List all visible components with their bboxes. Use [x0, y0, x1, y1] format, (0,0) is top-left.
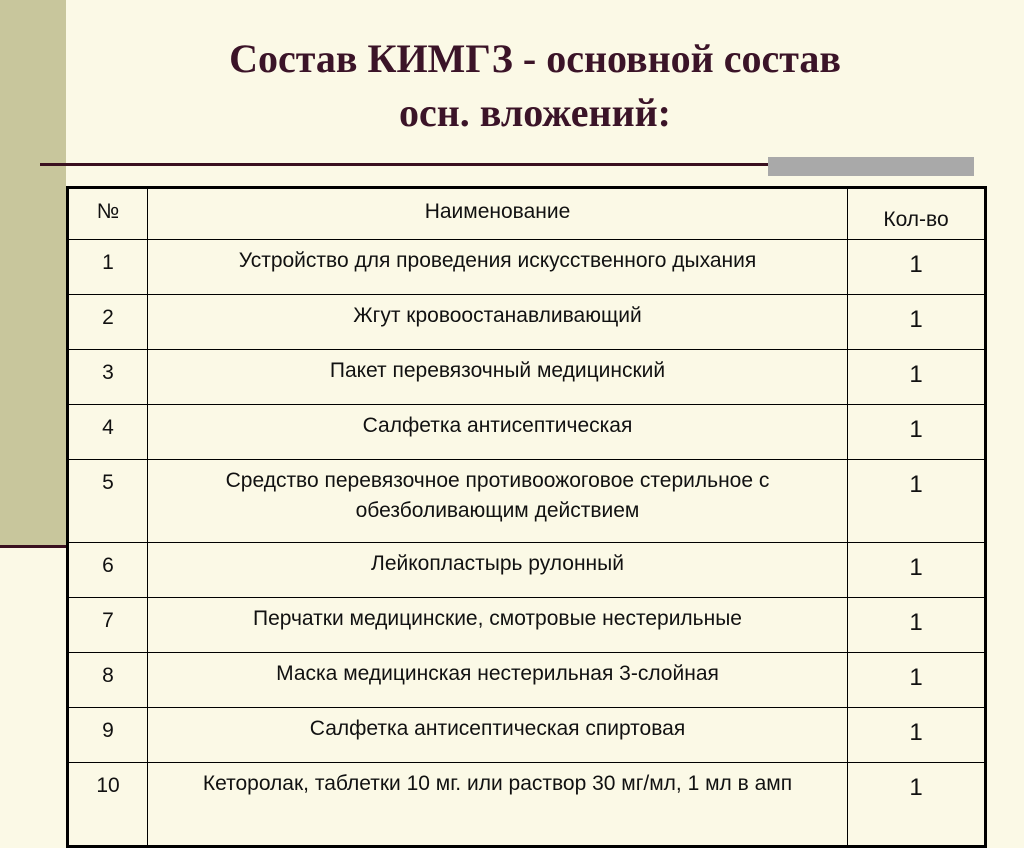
- column-header-name: Наименование: [148, 188, 848, 240]
- side-decor-band: [0, 0, 66, 548]
- row-item-name: Перчатки медицинские, смотровые нестерильные: [148, 598, 848, 653]
- row-quantity: 1: [848, 350, 986, 405]
- row-number: 2: [68, 295, 148, 350]
- row-number: 5: [68, 460, 148, 543]
- row-quantity: 1: [848, 763, 986, 847]
- row-item-name: Салфетка антисептическая: [148, 405, 848, 460]
- kit-contents-table: [66, 186, 987, 848]
- row-number: 10: [68, 763, 148, 847]
- column-header-number: №: [68, 188, 148, 240]
- table-row: [68, 405, 986, 460]
- row-item-name: Жгут кровоостанавливающий: [148, 295, 848, 350]
- row-number: 7: [68, 598, 148, 653]
- slide-title: [130, 32, 940, 140]
- row-item-name: Кеторолак, таблетки 10 мг. или раствор 30 мг/мл, 1 мл в амп: [148, 763, 848, 847]
- row-item-name: Салфетка антисептическая спиртовая: [148, 708, 848, 763]
- row-quantity: 1: [848, 543, 986, 598]
- table-row: [68, 653, 986, 708]
- table-row: [68, 708, 986, 763]
- row-item-name: Средство перевязочное противоожоговое стерильное с обезболивающим действием: [148, 460, 848, 543]
- side-decor-rule: [0, 545, 66, 548]
- table-row: [68, 543, 986, 598]
- table-row: [68, 763, 986, 847]
- title-divider-accent: [768, 157, 974, 176]
- slide-title-line-2: осн. вложений:: [398, 90, 671, 135]
- row-quantity: 1: [848, 240, 986, 295]
- row-quantity: 1: [848, 653, 986, 708]
- row-item-name: Устройство для проведения искусственного дыхания: [148, 240, 848, 295]
- row-item-name: Пакет перевязочный медицинский: [148, 350, 848, 405]
- row-number: 6: [68, 543, 148, 598]
- row-number: 8: [68, 653, 148, 708]
- row-number: 4: [68, 405, 148, 460]
- table-header-row: [68, 188, 986, 240]
- row-quantity: 1: [848, 598, 986, 653]
- row-item-name: Лейкопластырь рулонный: [148, 543, 848, 598]
- column-header-quantity: Кол-во: [848, 188, 986, 240]
- table-row: [68, 598, 986, 653]
- table-row: [68, 350, 986, 405]
- table-row: [68, 295, 986, 350]
- row-quantity: 1: [848, 460, 986, 543]
- row-number: 9: [68, 708, 148, 763]
- row-quantity: 1: [848, 405, 986, 460]
- row-quantity: 1: [848, 295, 986, 350]
- row-quantity: 1: [848, 708, 986, 763]
- row-number: 3: [68, 350, 148, 405]
- slide-title-line-1: Состав КИМГЗ - основной состав: [229, 36, 841, 81]
- table-row: [68, 460, 986, 543]
- row-item-name: Маска медицинская нестерильная 3-слойная: [148, 653, 848, 708]
- row-number: 1: [68, 240, 148, 295]
- table-row: [68, 240, 986, 295]
